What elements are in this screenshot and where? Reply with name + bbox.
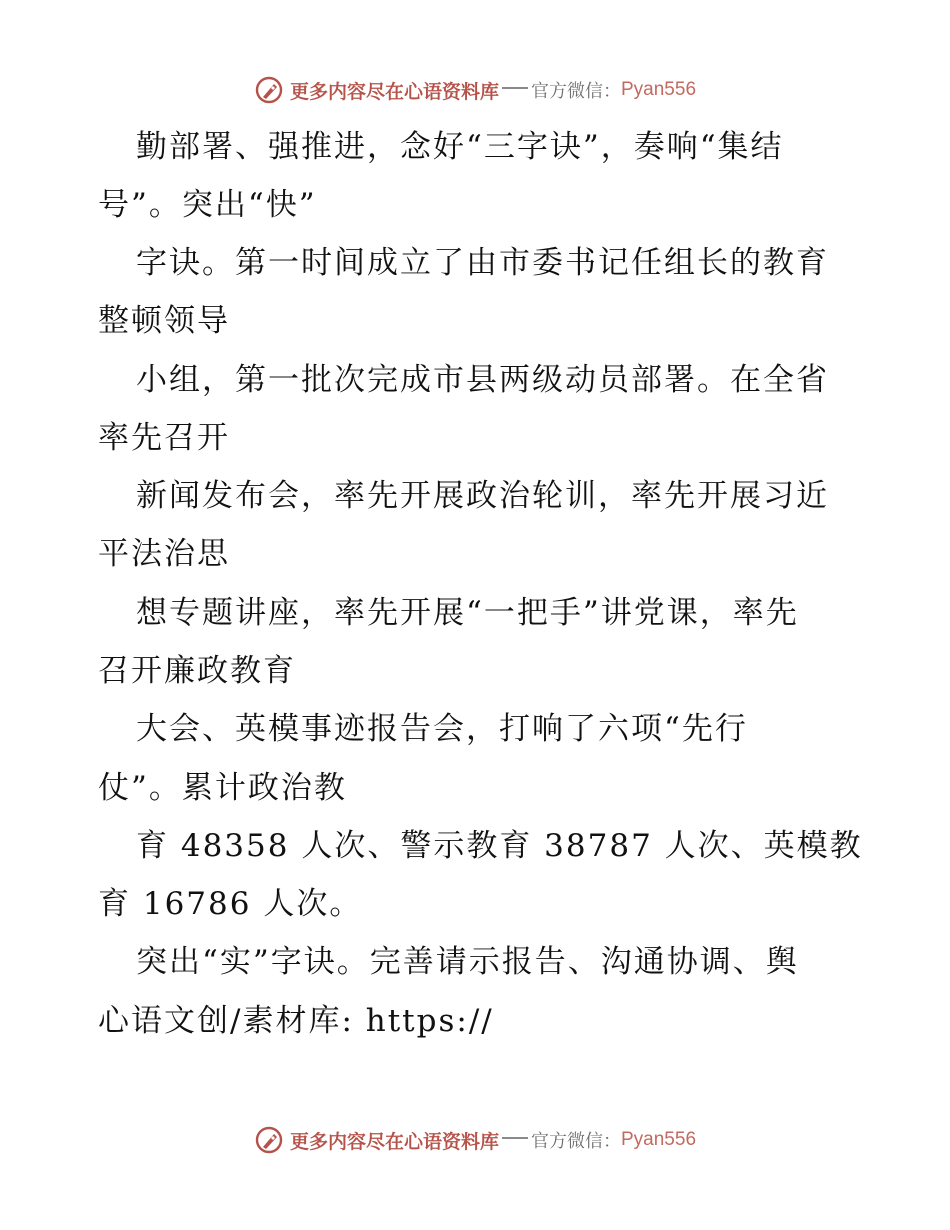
body-line: 勤部署、强推进，念好“三字诀”，奏响“集结 [136, 129, 784, 165]
body-line: 整顿领导 [98, 303, 230, 339]
body-line: 号”。突出“快” [98, 187, 317, 223]
body-line: 突出“实”字诀。完善请示报告、沟通协调、舆 [136, 944, 799, 980]
body-line: 大会、英模事迹报告会，打响了六项“先行 [136, 711, 748, 747]
watermark-wechat-id: Pyan556 [621, 1129, 697, 1150]
body-line: 小组，第一批次完成市县两级动员部署。在全省 [136, 362, 829, 398]
watermark-label: 官方微信： [531, 81, 621, 102]
body-line: 字诀。第一时间成立了由市委书记任组长的教育 [136, 245, 829, 281]
footer-watermark [0, 1120, 950, 1160]
body-line: 率先召开 [98, 420, 230, 456]
body-line: 心语文创/素材库: https:// [98, 1003, 494, 1039]
pen-nib-logo-icon [254, 1125, 284, 1155]
body-line: 新闻发布会，率先开展政治轮训，率先开展习近 [136, 478, 829, 514]
body-line: 想专题讲座，率先开展“一把手”讲党课，率先 [136, 595, 799, 631]
watermark-brand-text: 更多内容尽在心语资料库 [289, 1130, 499, 1153]
body-line: 召开廉政教育 [98, 653, 296, 689]
body-line: 育 48358 人次、警示教育 38787 人次、英模教 [136, 828, 863, 864]
pen-nib-logo-icon [254, 75, 284, 105]
header-watermark [0, 70, 950, 110]
body-line: 育 16786 人次。 [98, 886, 363, 922]
watermark-brand-text: 更多内容尽在心语资料库 [289, 80, 499, 103]
watermark-label: 官方微信： [531, 1131, 621, 1152]
body-line: 仗”。累计政治教 [98, 770, 347, 806]
body-line: 平法治思 [98, 536, 230, 572]
watermark-dash [502, 87, 528, 89]
watermark-dash [502, 1137, 528, 1139]
watermark-wechat-id: Pyan556 [621, 79, 697, 100]
